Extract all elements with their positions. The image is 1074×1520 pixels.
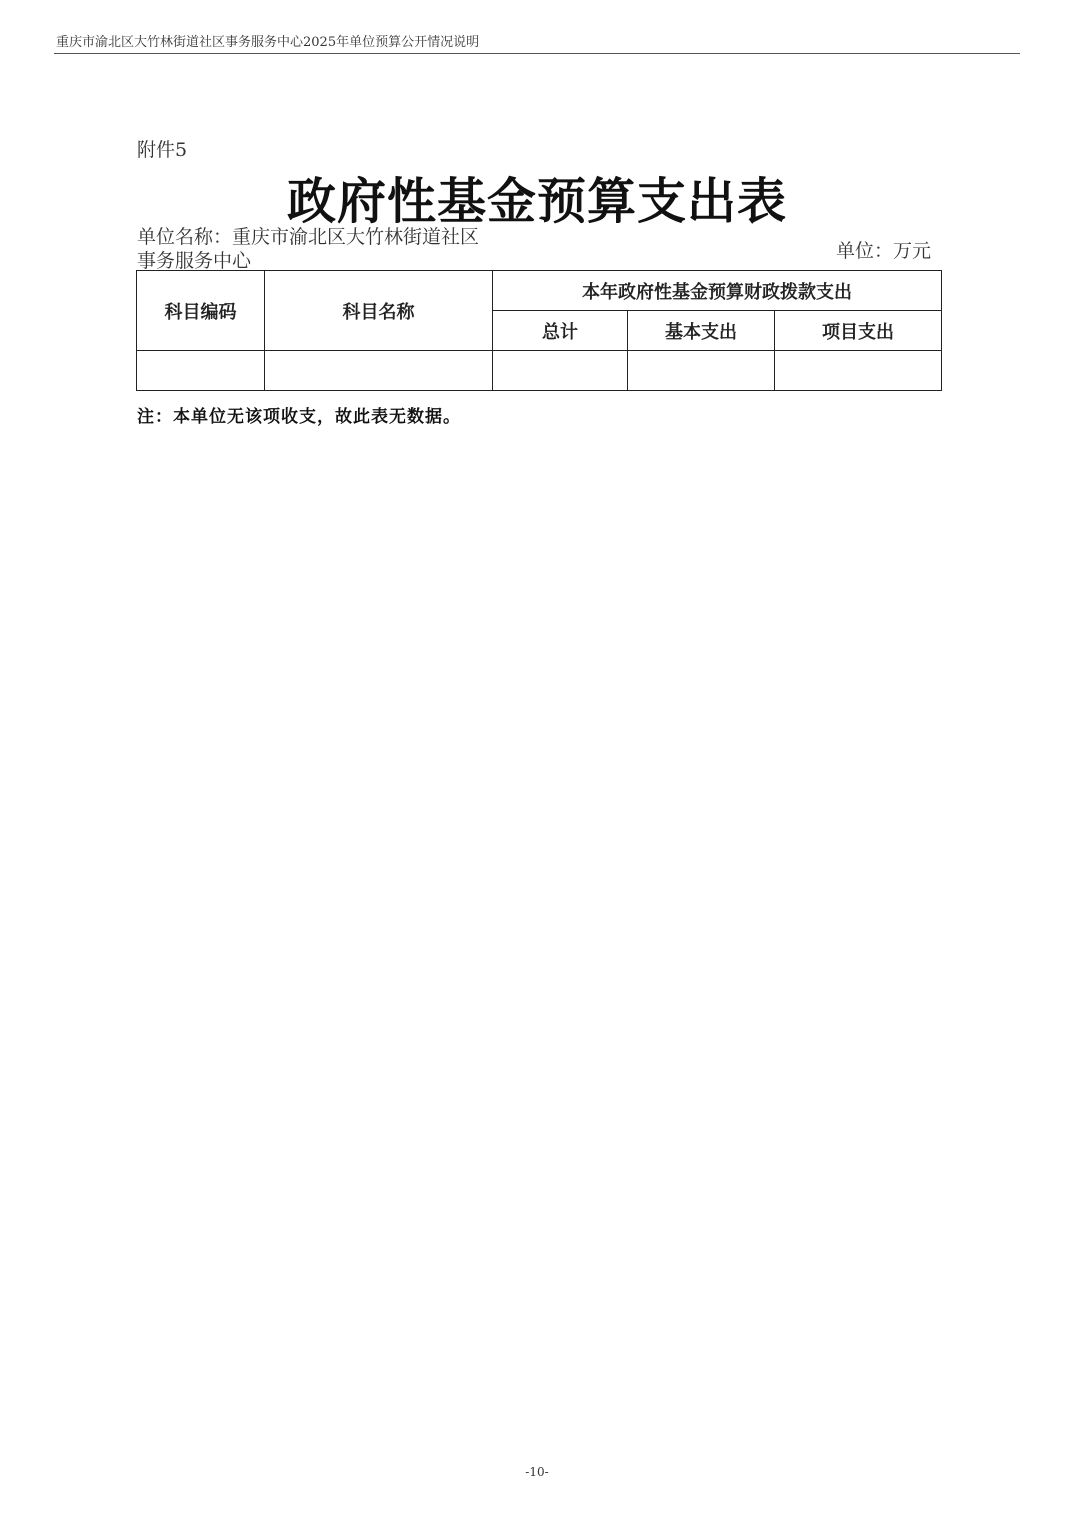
table-row xyxy=(137,351,942,391)
running-header: 重庆市渝北区大竹林街道社区事务服务中心2025年单位预算公开情况说明 xyxy=(56,35,480,50)
header-subject-code: 科目编码 xyxy=(137,271,265,351)
unit-name: 单位名称：重庆市渝北区大竹林街道社区事务服务中心 xyxy=(137,226,480,272)
cell-project xyxy=(775,351,942,391)
table-note: 注：本单位无该项收支，故此表无数据。 xyxy=(137,407,461,427)
cell-total xyxy=(493,351,628,391)
cell-basic xyxy=(628,351,775,391)
header-project-expenditure: 项目支出 xyxy=(775,311,942,351)
header-basic-expenditure: 基本支出 xyxy=(628,311,775,351)
header-fund-expenditure: 本年政府性基金预算财政拨款支出 xyxy=(493,271,942,311)
page-number: -10- xyxy=(525,1465,549,1479)
budget-table xyxy=(136,270,942,391)
cell-code xyxy=(137,351,265,391)
page-title: 政府性基金预算支出表 xyxy=(286,173,787,230)
header-total: 总计 xyxy=(493,311,628,351)
cell-name xyxy=(265,351,493,391)
attachment-label: 附件5 xyxy=(137,139,188,161)
currency-unit: 单位：万元 xyxy=(836,240,932,262)
header-subject-name: 科目名称 xyxy=(265,271,493,351)
header-divider xyxy=(54,53,1020,54)
